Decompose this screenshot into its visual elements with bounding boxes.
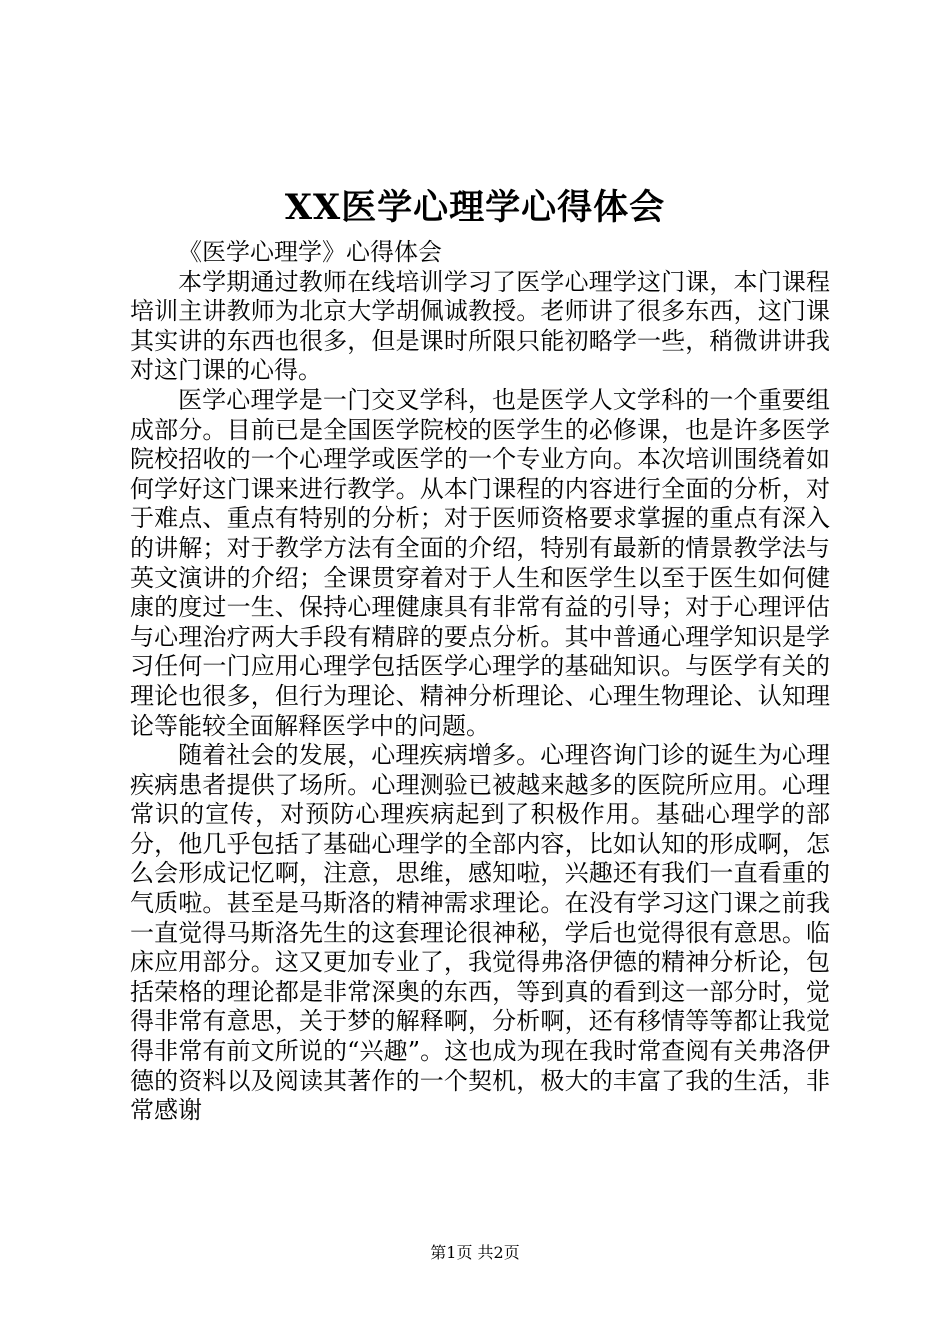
document-title: XX医学心理学心得体会	[284, 187, 666, 228]
body-paragraph: 随着社会的发展，心理疾病增多。心理咨询门诊的诞生为心理疾病患者提供了场所。心理测验已被越来越多的医院所应用。心理常识的宣传，对预防心理疾病起到了积极作用。基础心理学的部分，他几乎包括了基础心理学的全部内容，比如认知的形成啊，怎么会形成记忆啊，注意，思维，感知啦，兴趣还有我们一直看重的气质啦。甚至是马斯洛的精神需求理论。在没有学习这门课之前我一直觉得马斯洛先生的这套理论很神秘，学后也觉得很有意思。临床应用部分。这又更加专业了，我觉得弗洛伊德的精神分析论，包括荣格的理论都是非常深奥的东西，等到真的看到这一部分时，觉得非常有意思，关于梦的解释啊，分析啊，还有移情等等都让我觉得非常有前文所说的“兴趣”。这也成为现在我时常查阅有关弗洛伊德的资料以及阅读其著作的一个契机，极大的丰富了我的生活，非常感谢	[130, 741, 830, 1125]
body-paragraph: 本学期通过教师在线培训学习了医学心理学这门课，本门课程培训主讲教师为北京大学胡佩诚教授。老师讲了很多东西，这门课其实讲的东西也很多，但是课时所限只能初略学一些，稍微讲讲我对这门课的心得。	[130, 267, 830, 385]
body-paragraph: 医学心理学是一门交叉学科，也是医学人文学科的一个重要组成部分。目前已是全国医学院校的医学生的必修课，也是许多医学院校招收的一个心理学或医学的一个专业方向。本次培训围绕着如何学好这门课来进行教学。从本门课程的内容进行全面的分析，对于难点、重点有特别的分析；对于医师资格要求掌握的重点有深入的讲解；对于教学方法有全面的介绍，特别有最新的情景教学法与英文演讲的介绍；全课贯穿着对于人生和医学生以至于医生如何健康的度过一生、保持心理健康具有非常有益的引导；对于心理评估与心理治疗两大手段有精辟的要点分析。其中普通心理学知识是学习任何一门应用心理学包括医学心理学的基础知识。与医学有关的理论也很多，但行为理论、精神分析理论、心理生物理论、认知理论等能较全面解释医学中的问题。	[130, 385, 830, 740]
page-footer: 第1页 共2页	[430, 1243, 520, 1262]
subtitle-paragraph: 《医学心理学》心得体会	[178, 238, 442, 266]
document-body	[130, 238, 830, 1126]
